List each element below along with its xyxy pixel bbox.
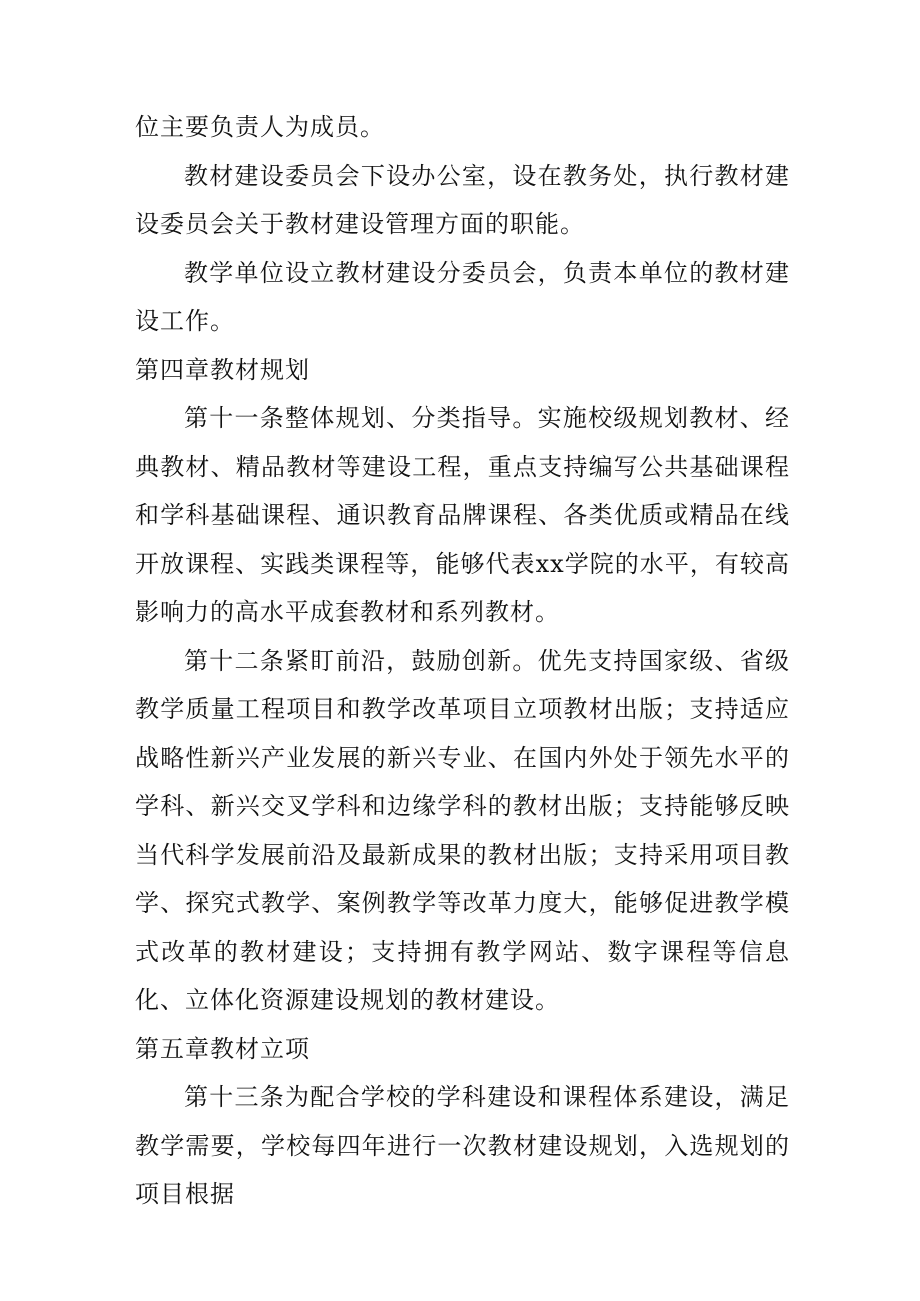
article-thirteen: 第十三条为配合学校的学科建设和课程体系建设，满足教学需要，学校每四年进行一次教材建设规划，入选规划的项目根据 <box>135 1083 790 1208</box>
document-body <box>135 103 790 1219</box>
paragraph-continuation: 位主要负责人为成员。 <box>135 113 385 141</box>
chapter-five-heading: 第五章教材立项 <box>135 1034 310 1063</box>
article-twelve: 第十二条紧盯前沿，鼓励创新。优先支持国家级、省级教学质量工程项目和教学改革项目立项教材出版；支持适应战略性新兴产业发展的新兴专业、在国内外处于领先水平的学科、新兴交叉学科和边缘学科的教材出版；支持能够反映当代科学发展前沿及最新成果的教材出版；支持采用项目教学、探究式教学、案例教学等改革力度大，能够促进教学模式改革的教材建设；支持拥有教学网站、数字课程等信息化、立体化资源建设规划的教材建设。 <box>135 646 790 1014</box>
chapter-four-heading: 第四章教材规划 <box>135 355 310 384</box>
paragraph-office: 教材建设委员会下设办公室，设在教务处，执行教材建设委员会关于教材建设管理方面的职能。 <box>135 161 790 238</box>
paragraph-subcommittee: 教学单位设立教材建设分委员会，负责本单位的教材建设工作。 <box>135 258 790 335</box>
article-eleven: 第十一条整体规划、分类指导。实施校级规划教材、经典教材、精品教材等建设工程，重点支持编写公共基础课程和学科基础课程、通识教育品牌课程、各类优质或精品在线开放课程、实践类课程等，能够代表xx学院的水平，有较高影响力的高水平成套教材和系列教材。 <box>135 404 790 626</box>
